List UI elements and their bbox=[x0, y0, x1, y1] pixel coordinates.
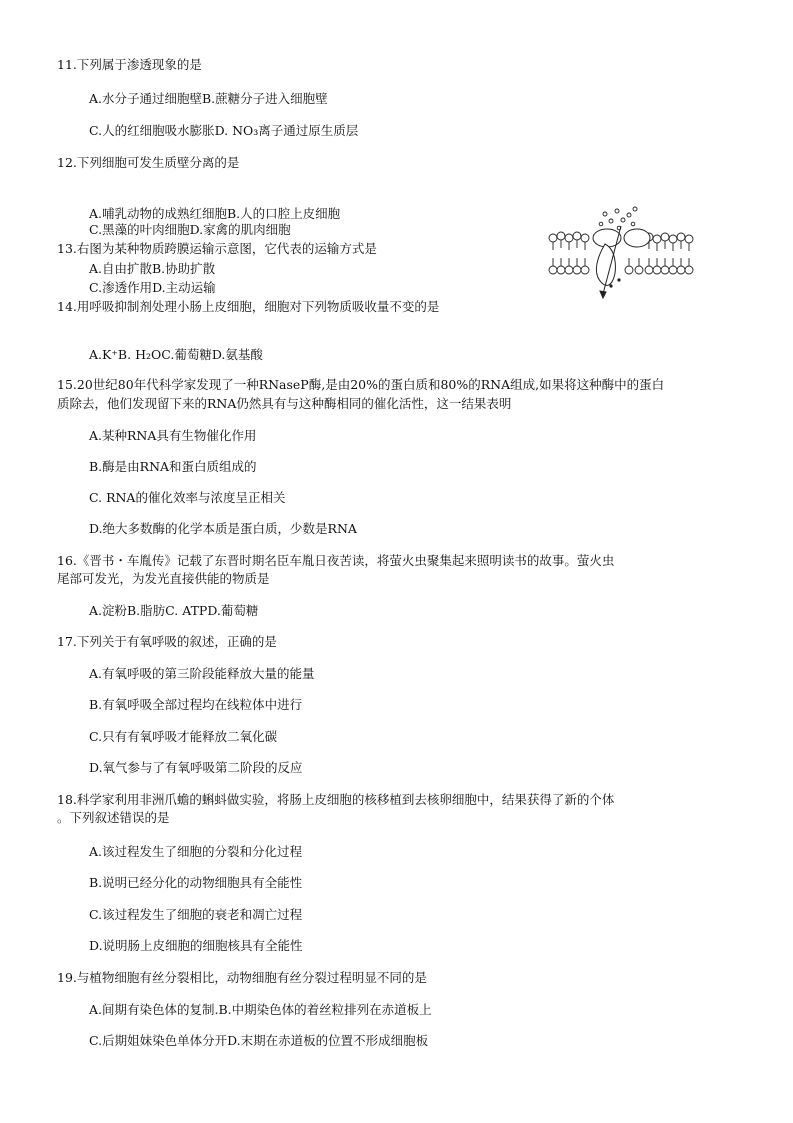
question-16-options: A.淀粉B.脂肪C. ATPD.葡萄糖 bbox=[89, 603, 259, 618]
question-15-stem-line2: 质除去，他们发现留下来的RNA仍然具有与这种酶相同的催化活性，这一结果表明 bbox=[57, 396, 512, 411]
carrier-protein-icon bbox=[593, 229, 650, 285]
question-17-option-a: A.有氧呼吸的第三阶段能释放大量的能量 bbox=[89, 666, 315, 681]
question-11-option-cd: C.人的红细胞吸水膨胀D. NO₃离子通过原生质层 bbox=[89, 123, 359, 138]
question-19-stem: 19.与植物细胞有丝分裂相比，动物细胞有丝分裂过程明显不同的是 bbox=[57, 970, 427, 985]
phospholipid-upper-leaflet bbox=[549, 232, 693, 251]
phospholipid-lower-leaflet bbox=[549, 258, 693, 274]
question-17-stem: 17.下列关于有氧呼吸的叙述，正确的是 bbox=[57, 634, 277, 649]
question-14-stem: 14.用呼吸抑制剂处理小肠上皮细胞，细胞对下列物质吸收量不变的是 bbox=[57, 299, 440, 314]
question-11-option-ab: A.水分子通过细胞壁B.蔗糖分子进入细胞壁 bbox=[89, 91, 328, 106]
membrane-transport-diagram bbox=[545, 206, 700, 302]
question-15-stem-line1: 15.20世纪80年代科学家发现了一种RNaseP酶,是由20%的蛋白质和80%的RNA组成,如果将这种酶中的蛋白 bbox=[57, 377, 665, 392]
question-16-stem-line2: 尾部可发光，为发光直接供能的物质是 bbox=[57, 571, 270, 586]
question-13-option-ab: A.自由扩散B.协助扩散 bbox=[89, 261, 216, 276]
question-12-option-ab: A.哺乳动物的成熟红细胞B.人的口腔上皮细胞 bbox=[89, 206, 341, 221]
question-17-option-b: B.有氧呼吸全部过程均在线粒体中进行 bbox=[89, 697, 303, 712]
question-12-stem: 12.下列细胞可发生质壁分离的是 bbox=[57, 155, 240, 170]
question-15-option-a: A.某种RNA具有生物催化作用 bbox=[89, 428, 257, 443]
question-19-option-ab: A.间期有染色体的复制.B.中期染色体的着丝粒排列在赤道板上 bbox=[89, 1002, 432, 1017]
solute-particles-icon bbox=[599, 207, 637, 230]
question-13-stem: 13.右图为某种物质跨膜运输示意图，它代表的运输方式是 bbox=[57, 241, 377, 256]
question-17-option-c: C.只有有氧呼吸才能释放二氧化碳 bbox=[89, 729, 278, 744]
question-16-stem-line1: 16.《晋书・车胤传》记载了东晋时期名臣车胤日夜苦读，将萤火虫聚集起来照明读书的故事。萤火虫 bbox=[57, 553, 615, 568]
question-15-option-d: D.绝大多数酶的化学本质是蛋白质，少数是RNA bbox=[89, 521, 357, 536]
question-15-option-c: C. RNA的催化效率与浓度呈正相关 bbox=[89, 490, 286, 505]
question-15-option-b: B.酶是由RNA和蛋白质组成的 bbox=[89, 459, 257, 474]
question-13-option-cd: C.渗透作用D.主动运输 bbox=[89, 280, 216, 295]
question-18-option-c: C.该过程发生了细胞的衰老和凋亡过程 bbox=[89, 907, 303, 922]
question-19-option-cd: C.后期姐妹染色单体分开D.末期在赤道板的位置不形成细胞板 bbox=[89, 1033, 429, 1048]
question-14-options: A.K⁺B. H₂OC.葡萄糖D.氨基酸 bbox=[89, 347, 263, 362]
question-18-option-d: D.说明肠上皮细胞的细胞核具有全能性 bbox=[89, 938, 303, 953]
question-11-stem: 11.下列属于渗透现象的是 bbox=[57, 57, 202, 72]
question-18-option-b: B.说明已经分化的动物细胞具有全能性 bbox=[89, 875, 303, 890]
question-17-option-d: D.氧气参与了有氧呼吸第二阶段的反应 bbox=[89, 760, 303, 775]
question-12-option-cd: C.黑藻的叶肉细胞D.家禽的肌肉细胞 bbox=[89, 222, 291, 237]
question-18-stem-line2: 。下列叙述错误的是 bbox=[57, 810, 170, 825]
question-18-option-a: A.该过程发生了细胞的分裂和分化过程 bbox=[89, 844, 303, 859]
question-18-stem-line1: 18.科学家利用非洲爪蟾的蝌蚪做实验，将肠上皮细胞的核移植到去核卵细胞中，结果获得了新的个体 bbox=[57, 792, 615, 807]
